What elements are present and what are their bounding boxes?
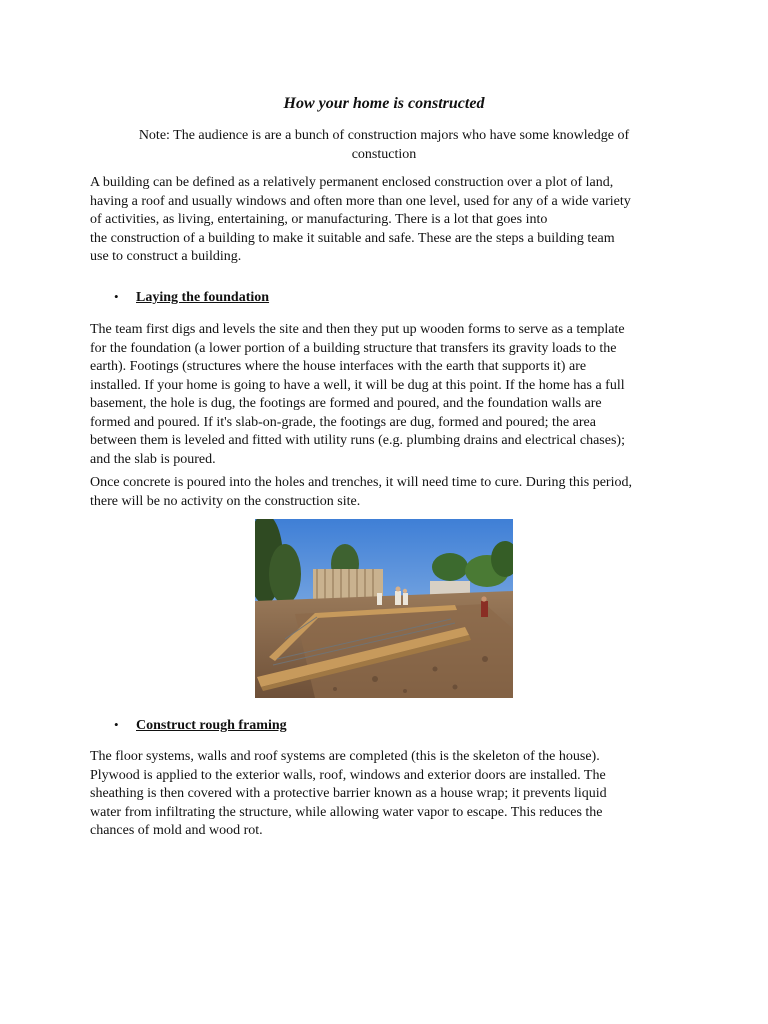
foundation-paragraph-2 (90, 474, 678, 511)
text-line: chances of mold and wood rot. (90, 823, 263, 838)
section-heading-text: Construct rough framing (136, 718, 287, 733)
text-line: sheathing is then covered with a protective barrier known as a house wrap; it prevents liquid (90, 786, 607, 801)
audience-note (100, 126, 668, 164)
text-line: having a roof and usually windows and often more than one level, used for any of a wide variety (90, 193, 631, 209)
note-line: constuction (351, 147, 417, 162)
text-line: there will be no activity on the construction site. (90, 493, 361, 509)
text-line: and the slab is poured. (90, 451, 216, 467)
intro-paragraph (90, 174, 678, 267)
framing-paragraph (90, 748, 678, 841)
text-line: A building can be defined as a relatively permanent enclosed construction over a plot of land, (90, 175, 614, 190)
document-title: How your home is constructed (283, 95, 485, 112)
foundation-construction-photo (255, 519, 513, 698)
text-line: Plywood is applied to the exterior walls, roof, windows and exterior doors are installed. The (90, 767, 606, 783)
text-line: between them is leveled and fitted with utility runs (e.g. plumbing drains and electrical chases); (90, 433, 625, 448)
text-line: earth). Footings (structures where the house interfaces with the earth that supports it) are (90, 359, 587, 374)
text-line: The team first digs and levels the site and then they put up wooden forms to serve as a template (90, 322, 625, 337)
bullet-icon: • (114, 289, 119, 304)
note-line: Note: The audience is are a bunch of construction majors who have some knowledge of (138, 128, 630, 143)
text-line: of activities, as living, entertaining, or manufacturing. There is a lot that goes into (90, 212, 548, 227)
text-line: water from infiltrating the structure, while allowing water vapor to escape. This reduces the (90, 804, 603, 820)
text-line: use to construct a building. (90, 249, 242, 264)
foundation-paragraph-1 (90, 321, 678, 469)
text-line: for the foundation (a lower portion of a building structure that transfers its gravity loads to the (90, 340, 617, 356)
bullet-icon: • (114, 717, 119, 732)
text-line: basement, the hole is dug, the footings are formed and poured, and the foundation walls are (90, 396, 602, 411)
text-line: The floor systems, walls and roof systems are completed (this is the skeleton of the house). (90, 749, 600, 764)
text-line: installed. If your home is going to have a well, it will be dug at this point. If the home has a full (90, 377, 625, 393)
section-heading-framing (114, 716, 287, 735)
section-heading-foundation (114, 288, 269, 307)
text-line: formed and poured. If it's slab-on-grade, the footings are dug, formed and poured; the area (90, 414, 596, 430)
text-line: the construction of a building to make it suitable and safe. These are the steps a building team (90, 230, 615, 246)
section-heading-text: Laying the foundation (136, 290, 270, 305)
text-line: Once concrete is poured into the holes and trenches, it will need time to cure. During this period, (90, 475, 632, 490)
